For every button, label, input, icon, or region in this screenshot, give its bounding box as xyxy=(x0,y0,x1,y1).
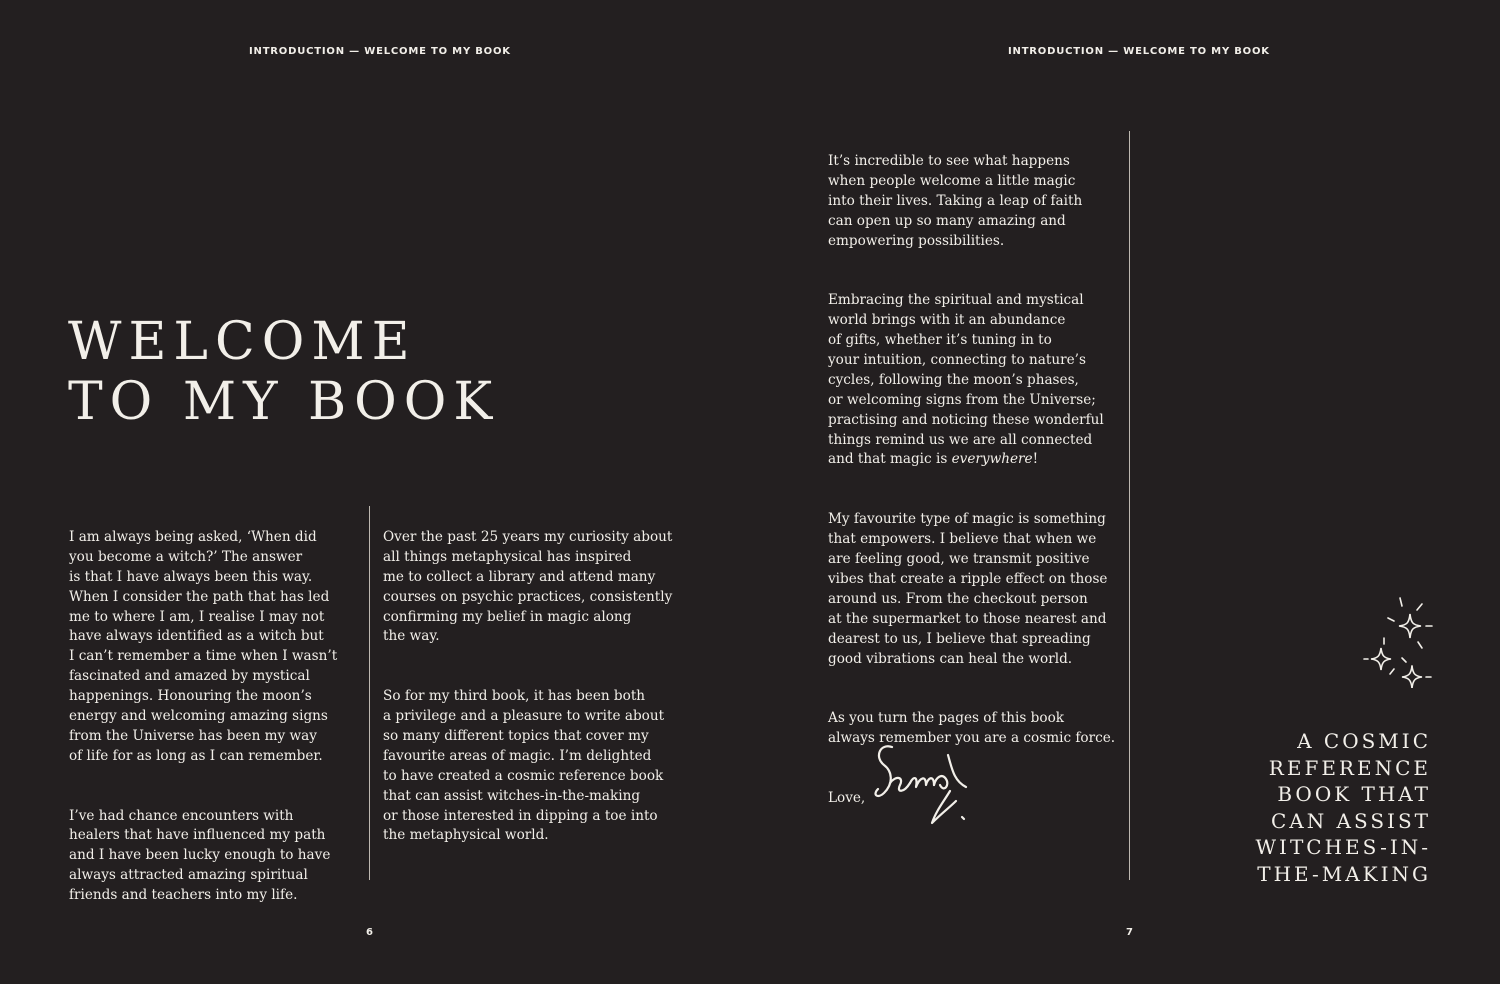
paragraph: As you turn the pages of this book always remember you are a cosmic force. xyxy=(828,710,1116,747)
pull-quote-line: WITCHES-IN- xyxy=(1255,835,1431,860)
signature xyxy=(870,735,980,830)
page-number-left: 6 xyxy=(366,927,373,938)
paragraph: I am always being asked, ‘When did you become a witch?’ The answer is that I have always been this way. When I consider the path that has led me to where I am, I realise I may not have always identified as a witch but I can’t remember a time when I wasn’t fascinated and amazed by mystical happenings. Honouring the moon’s energy and welcoming amazing signs from the Universe has been my way of life for as long as I can remember. xyxy=(69,528,338,764)
title-line-1: WELCOME xyxy=(68,312,417,372)
running-head-left: INTRODUCTION — WELCOME TO MY BOOK xyxy=(249,46,511,57)
pull-quote-line: REFERENCE xyxy=(1268,755,1431,780)
pull-quote-line: BOOK THAT xyxy=(1277,782,1431,807)
page-title xyxy=(68,312,499,432)
paragraph: So for my third book, it has been both a privilege and a pleasure to write about so many different topics that cover my favourite areas of magic. I’m delighted to have created a cosmic reference book that can assist witches-in-the-making or those interested in dipping a toe into the metaphysical world. xyxy=(383,688,665,844)
pull-quote-line: THE-MAKING xyxy=(1257,861,1431,886)
pull-quote-line: A COSMIC xyxy=(1297,729,1431,753)
paragraph: Over the past 25 years my curiosity about all things metaphysical has inspired me to collect a library and attend many courses on psychic practices, consistently confirming my belief in magic along the way. xyxy=(383,528,673,645)
text-column-1 xyxy=(69,508,349,926)
pull-quote-line: CAN ASSIST xyxy=(1270,808,1431,833)
paragraph xyxy=(828,291,1128,470)
signoff: Love, xyxy=(828,789,866,806)
column-divider-right xyxy=(1129,131,1130,880)
running-head-right: INTRODUCTION — WELCOME TO MY BOOK xyxy=(1008,46,1270,57)
text-column-2 xyxy=(383,508,683,866)
paragraph: It’s incredible to see what happens when people welcome a little magic into their lives. Taking a leap of faith can open up so many amazing and empowering possibilities. xyxy=(828,152,1083,249)
text-column-3 xyxy=(828,132,1128,829)
paragraph-text: ! xyxy=(1032,451,1039,468)
column-divider-left xyxy=(369,506,370,880)
paragraph-text: Embracing the spiritual and mystical world brings with it an abundance of gifts, whether it’s tuning in to your intuition, connecting to nature’s cycles, following the moon’s phases, or welcoming signs from the Universe; practising and noticing these wonderful things remind us we are all connected and that magic is xyxy=(828,292,1104,468)
page-number-right: 7 xyxy=(1126,927,1133,938)
emphasis-text: everywhere xyxy=(951,451,1033,468)
paragraph: I’ve had chance encounters with healers that have influenced my path and I have been lucky enough to have always attracted amazing spiritual friends and teachers into my life. xyxy=(69,807,331,904)
pull-quote xyxy=(1256,728,1432,888)
title-line-2: TO MY BOOK xyxy=(68,372,500,432)
paragraph: My favourite type of magic is something that empowers. I believe that when we are feeling good, we transmit positive vibes that create a ripple effect on those around us. From the checkout person at the supermarket to those nearest and dearest to us, I believe that spreading good vibrations can heal the world. xyxy=(828,511,1108,667)
sparkles-icon xyxy=(1360,596,1435,688)
